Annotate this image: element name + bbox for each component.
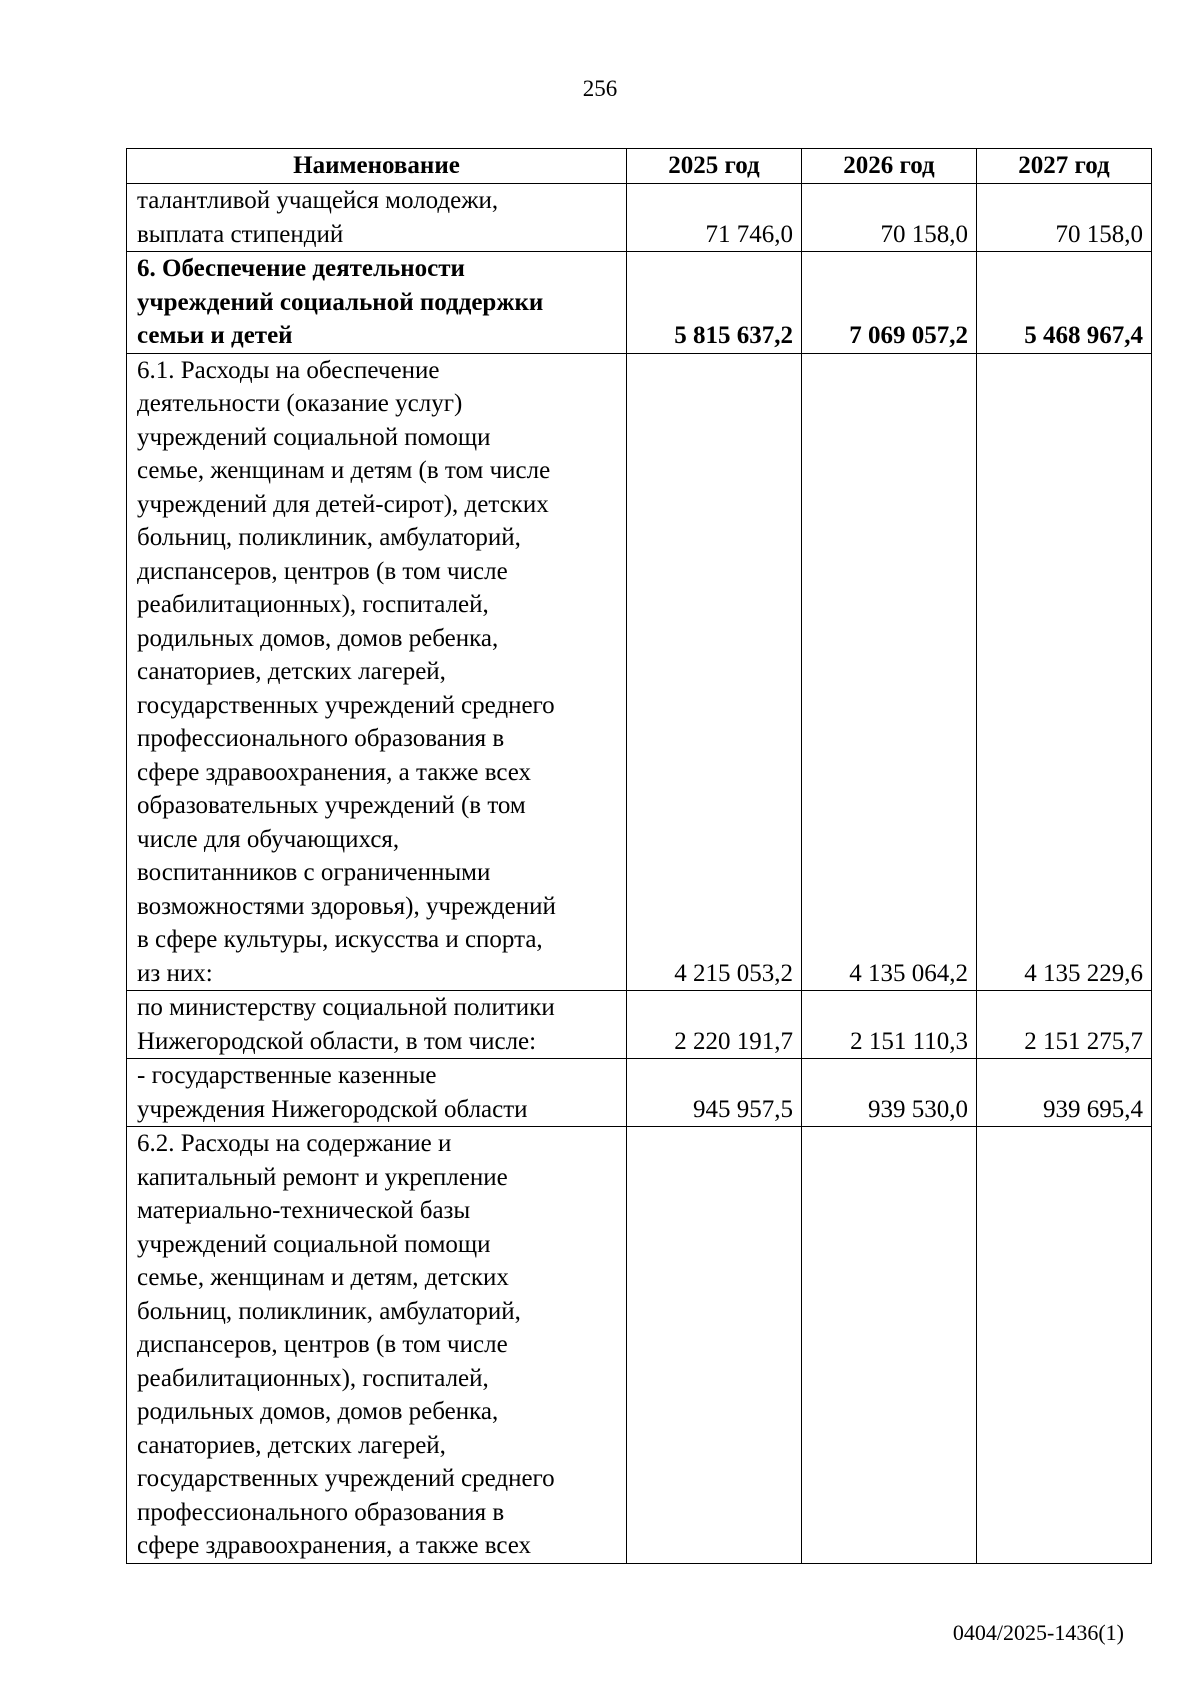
table-row [127,991,1152,1059]
value-2026: 2 151 110,3 [802,991,977,1059]
table-row [127,1127,1152,1564]
value-2027: 2 151 275,7 [977,991,1152,1059]
row-name: 6.2. Расходы на содержание и капитальный ремонт и укрепление материально-технической базы учреждений социальной помощи семье, женщинам и детям, детских больниц, поликлиник, амбулаторий, диспансеров, центров (в том числе реабилитационных), госпиталей, родильных домов, домов ребенка, санаториев, детских лагерей, государственных учреждений среднего профессионального образования в сфере здравоохранения, а также всех [127,1127,627,1564]
value-2025 [627,1127,802,1564]
value-2027: 5 468 967,4 [977,252,1152,354]
header-2026: 2026 год [802,149,977,184]
table-header-row [127,149,1152,184]
document-code: 0404/2025-1436(1) [952,1620,1124,1645]
value-2027 [977,1127,1152,1564]
table-row [127,252,1152,354]
row-name: 6. Обеспечение деятельности учреждений социальной поддержки семьи и детей [127,252,627,354]
header-2027: 2027 год [977,149,1152,184]
row-name: 6.1. Расходы на обеспечение деятельности (оказание услуг) учреждений социальной помощи семье, женщинам и детям (в том числе учреждений для детей-сирот), детских больниц, поликлиник, амбулаторий, диспансеров, центров (в том числе реабилитационных), госпиталей, родильных домов, домов ребенка, санаториев, детских лагерей, государственных учреждений среднего профессионального образования в сфере здравоохранения, а также всех образовательных учреждений (в том числе для обучающихся, воспитанников с ограниченными возможностями здоровья), учреждений в сфере культуры, искусства и спорта, из них: [127,353,627,991]
value-2027: 939 695,4 [977,1059,1152,1127]
value-2025: 5 815 637,2 [627,252,802,354]
row-name: - государственные казенные учреждения Нижегородской области [127,1059,627,1127]
value-2026: 939 530,0 [802,1059,977,1127]
value-2025: 2 220 191,7 [627,991,802,1059]
value-2027: 4 135 229,6 [977,353,1152,991]
value-2026 [802,1127,977,1564]
value-2026: 70 158,0 [802,184,977,252]
page-number: 256 [582,76,618,101]
value-2025: 4 215 053,2 [627,353,802,991]
header-2025: 2025 год [627,149,802,184]
row-name: талантливой учащейся молодежи, выплата стипендий [127,184,627,252]
value-2026: 4 135 064,2 [802,353,977,991]
table-row [127,1059,1152,1127]
table-row [127,184,1152,252]
budget-table [126,148,1152,1564]
row-name: по министерству социальной политики Нижегородской области, в том числе: [127,991,627,1059]
header-name: Наименование [127,149,627,184]
table-row [127,353,1152,991]
value-2027: 70 158,0 [977,184,1152,252]
value-2025: 945 957,5 [627,1059,802,1127]
value-2025: 71 746,0 [627,184,802,252]
value-2026: 7 069 057,2 [802,252,977,354]
